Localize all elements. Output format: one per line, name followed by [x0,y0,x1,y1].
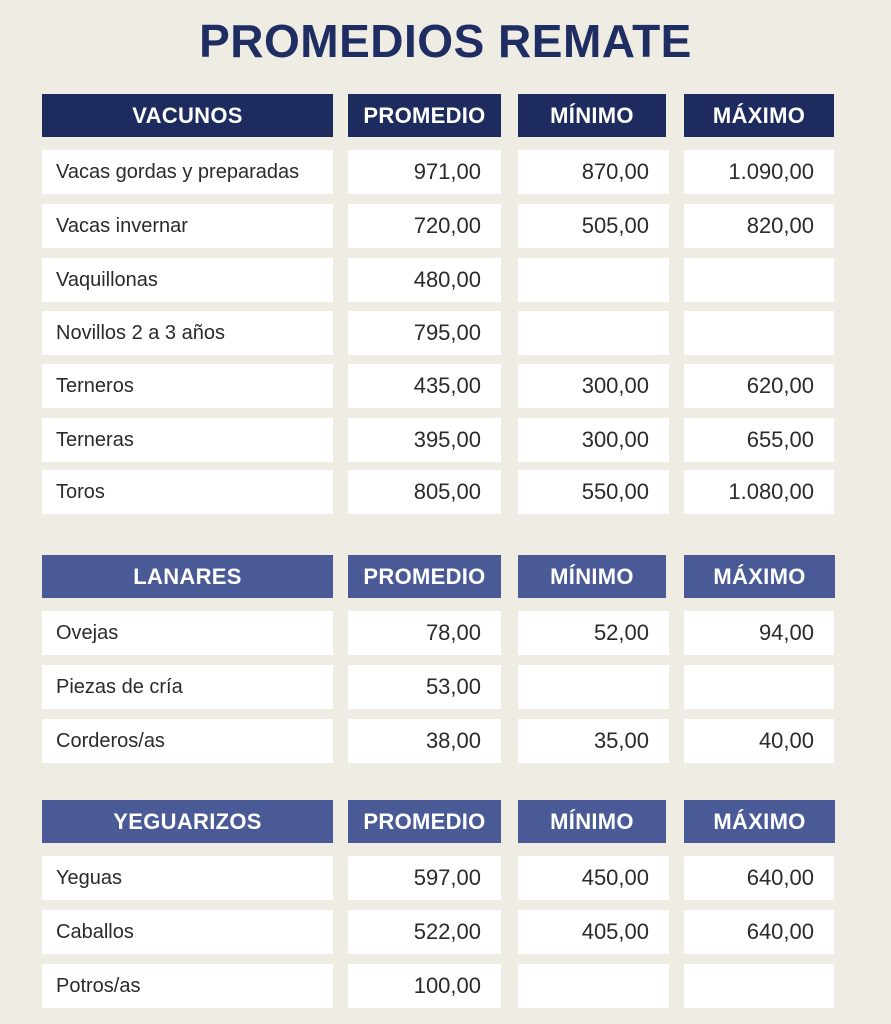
cell-promedio: 395,00 [348,418,501,462]
row-label: Terneros [42,364,333,408]
cell-promedio: 597,00 [348,856,501,900]
cell-minimo: 300,00 [518,364,669,408]
cell-minimo: 550,00 [518,470,669,514]
cell-minimo: 300,00 [518,418,669,462]
cell-maximo: 820,00 [684,204,834,248]
row-label: Terneras [42,418,333,462]
cell-minimo: 35,00 [518,719,669,763]
cell-maximo: 655,00 [684,418,834,462]
row-label: Vacas invernar [42,204,333,248]
section-header-lanares: LANARES [42,555,333,598]
cell-minimo [518,311,669,355]
cell-minimo: 505,00 [518,204,669,248]
cell-minimo [518,258,669,302]
row-label: Vacas gordas y preparadas [42,150,333,194]
cell-promedio: 480,00 [348,258,501,302]
cell-maximo: 1.080,00 [684,470,834,514]
cell-maximo [684,964,834,1008]
row-label: Vaquillonas [42,258,333,302]
section-header-yeguarizos: YEGUARIZOS [42,800,333,843]
cell-minimo: 52,00 [518,611,669,655]
cell-promedio: 522,00 [348,910,501,954]
cell-maximo: 620,00 [684,364,834,408]
col-header-maximo: MÁXIMO [684,555,835,598]
col-header-promedio: PROMEDIO [348,94,501,137]
col-header-promedio: PROMEDIO [348,800,501,843]
row-label: Corderos/as [42,719,333,763]
col-header-minimo: MÍNIMO [518,94,666,137]
cell-maximo: 640,00 [684,856,834,900]
cell-maximo: 40,00 [684,719,834,763]
cell-maximo [684,311,834,355]
cell-promedio: 971,00 [348,150,501,194]
col-header-promedio: PROMEDIO [348,555,501,598]
col-header-minimo: MÍNIMO [518,555,666,598]
row-label: Caballos [42,910,333,954]
cell-minimo [518,665,669,709]
cell-promedio: 435,00 [348,364,501,408]
row-label: Potros/as [42,964,333,1008]
cell-minimo: 405,00 [518,910,669,954]
cell-promedio: 38,00 [348,719,501,763]
cell-minimo [518,964,669,1008]
cell-promedio: 78,00 [348,611,501,655]
col-header-maximo: MÁXIMO [684,94,834,137]
row-label: Toros [42,470,333,514]
cell-promedio: 805,00 [348,470,501,514]
cell-minimo: 870,00 [518,150,669,194]
col-header-maximo: MÁXIMO [684,800,835,843]
cell-promedio: 720,00 [348,204,501,248]
page-title: PROMEDIOS REMATE [199,15,692,67]
cell-maximo: 640,00 [684,910,834,954]
row-label: Piezas de cría [42,665,333,709]
cell-maximo: 1.090,00 [684,150,834,194]
cell-maximo [684,258,834,302]
cell-promedio: 795,00 [348,311,501,355]
row-label: Ovejas [42,611,333,655]
row-label: Yeguas [42,856,333,900]
cell-maximo: 94,00 [684,611,834,655]
cell-maximo [684,665,834,709]
row-label: Novillos 2 a 3 años [42,311,333,355]
cell-promedio: 53,00 [348,665,501,709]
col-header-minimo: MÍNIMO [518,800,666,843]
cell-promedio: 100,00 [348,964,501,1008]
cell-minimo: 450,00 [518,856,669,900]
section-header-vacunos: VACUNOS [42,94,333,137]
